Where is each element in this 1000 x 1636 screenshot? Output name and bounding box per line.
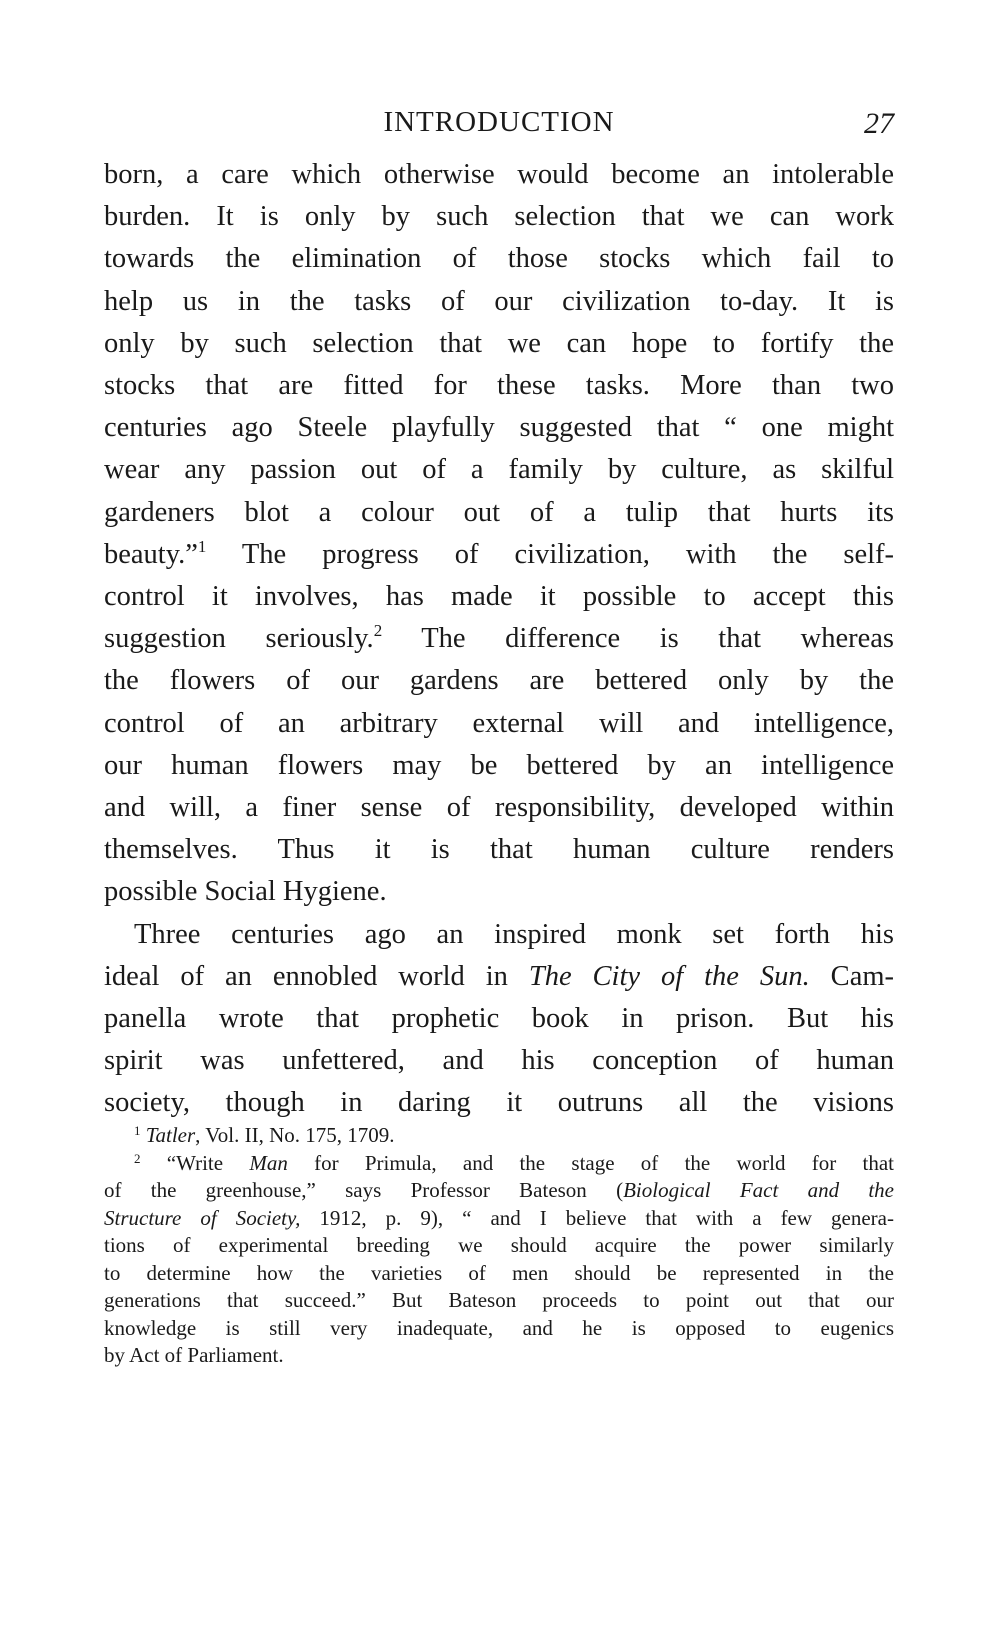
body-text: [104, 154, 894, 1125]
text-line: stocks that are fitted for these tasks. More than two: [104, 370, 894, 402]
footnote-emphasis: Biological Fact and the: [623, 1178, 894, 1202]
paragraph-2: [104, 914, 894, 1125]
footnote-text: for Primula, and the stage of the world for that: [287, 1150, 895, 1175]
footnote-mark: 1: [134, 1123, 141, 1138]
footnote-text: , Vol. II, No. 175, 1709.: [195, 1123, 395, 1147]
text-segment: The progress of civilization, with the self-: [206, 538, 894, 570]
footnote-2-line: [104, 1150, 894, 1178]
footnote-2-line: [104, 1205, 894, 1233]
text-line: panella wrote that prophetic book in prison. But his: [104, 1003, 894, 1035]
text-line: spirit was unfettered, and his conception of human: [104, 1045, 894, 1077]
footnote-2-line: by Act of Parliament.: [104, 1343, 284, 1367]
text-line: burden. It is only by such selection that we can work: [104, 201, 894, 233]
footnote-emphasis: Structure of Society,: [104, 1205, 301, 1230]
book-title: The City of the Sun.: [528, 960, 810, 992]
text-segment: The difference is that whereas: [382, 623, 894, 655]
text-line: the flowers of our gardens are bettered only by the: [104, 665, 894, 697]
footnote-emphasis: Man: [249, 1150, 288, 1175]
footnotes: [104, 1122, 894, 1370]
text-segment: Cam-: [809, 960, 894, 992]
text-line: only by such selection that we can hope to fortify the: [104, 327, 894, 359]
footnote-source-title: Tatler: [145, 1123, 196, 1147]
text-segment: ideal of an ennobled world in: [104, 960, 529, 992]
text-line: possible Social Hygiene.: [104, 876, 387, 908]
text-line: control of an arbitrary external will and intelligence,: [104, 707, 894, 739]
footnote-ref-1: 1: [197, 536, 207, 556]
text-line: [104, 618, 894, 660]
text-line: control it involves, has made it possible to accept this: [104, 581, 894, 613]
text-line: centuries ago Steele playfully suggested that “ one might: [104, 412, 894, 444]
text-line: [104, 534, 894, 576]
footnote-1: [104, 1122, 894, 1150]
text-segment: beauty.”: [104, 538, 198, 570]
text-line: [104, 956, 894, 998]
text-line: our human flowers may be bettered by an intelligence: [104, 749, 894, 781]
footnote-2-line: generations that succeed.” But Bateson proceeds to point out that our: [104, 1288, 894, 1312]
text-line: and will, a finer sense of responsibility, developed within: [104, 792, 894, 824]
text-line: help us in the tasks of our civilization to-day. It is: [104, 285, 894, 317]
text-line: towards the elimination of those stocks which fail to: [104, 243, 894, 275]
footnote-2-line: [104, 1177, 894, 1205]
footnote-text: 1912, p. 9), “ and I believe that with a few genera-: [300, 1205, 894, 1230]
text-segment: suggestion seriously.: [104, 623, 374, 655]
text-line: society, though in daring it outruns all the visions: [104, 1087, 894, 1119]
footnote-text: “Write: [166, 1150, 250, 1175]
footnote-text: of the greenhouse,” says Professor Bateson (: [104, 1178, 624, 1202]
paragraph-1: [104, 154, 894, 914]
page-number: 27: [864, 107, 894, 140]
text-line: wear any passion out of a family by culture, as skilful: [104, 454, 894, 486]
footnote-2-line: knowledge is still very inadequate, and he is opposed to eugenics: [104, 1315, 894, 1340]
text-line: Three centuries ago an inspired monk set forth his: [134, 918, 894, 950]
text-line: themselves. Thus it is that human culture renders: [104, 834, 894, 866]
footnote-mark: 2: [134, 1150, 141, 1166]
text-line: gardeners blot a colour out of a tulip that hurts its: [104, 496, 894, 528]
running-head: [104, 102, 894, 142]
chapter-title: INTRODUCTION: [383, 106, 615, 138]
footnote-2-line: to determine how the varieties of men should be represented in the: [104, 1260, 894, 1285]
footnote-2-line: tions of experimental breeding we should acquire the power similarly: [104, 1233, 894, 1257]
text-line: born, a care which otherwise would become an intolerable: [104, 159, 894, 190]
footnote-ref-2: 2: [373, 621, 383, 641]
